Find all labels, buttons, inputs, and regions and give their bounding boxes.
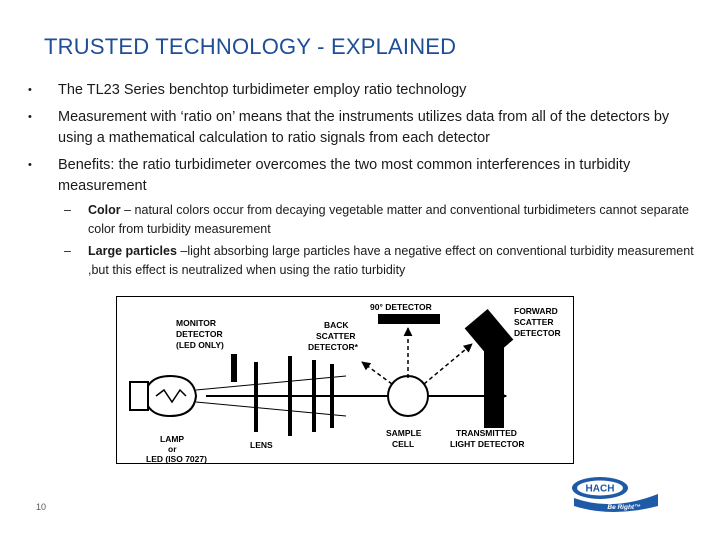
lamp-icon — [130, 376, 196, 416]
label-transmitted-1: TRANSMITTED — [456, 428, 517, 438]
bullet-text: The TL23 Series benchtop turbidimeter employ ratio technology — [58, 82, 467, 98]
label-forward-scatter-1: FORWARD — [514, 306, 558, 316]
label-lamp-3: LED (ISO 7027) — [146, 454, 207, 464]
bullet-text: Measurement with ‘ratio on’ means that the instruments utilizes data from all of the detectors by using a mathematical calculation to ratio signals from each detector — [58, 108, 670, 146]
bullet-list — [28, 80, 698, 203]
sample-cell — [388, 376, 428, 416]
logo-brand: HACH — [585, 483, 615, 495]
transmitted-light-detector — [484, 340, 504, 428]
hach-logo-icon — [562, 472, 662, 520]
sub-bullet-dash: – — [64, 203, 71, 217]
label-lens: LENS — [250, 440, 273, 450]
monitor-detector — [231, 354, 237, 382]
bullet-text: Benefits: the ratio turbidimeter overcomes the two most common interferences in turbidity measurement — [58, 156, 631, 194]
sub-bullet-dash: – — [64, 244, 71, 258]
label-monitor-detector-3: (LED ONLY) — [176, 340, 224, 350]
label-back-scatter-3: DETECTOR* — [308, 342, 358, 352]
ratio-turbidimeter-diagram — [116, 296, 574, 464]
label-transmitted-2: LIGHT DETECTOR — [450, 439, 525, 449]
bullet-dot: • — [28, 110, 32, 123]
sub-bullet-term: Large particles — [88, 244, 177, 258]
logo-tagline: Be Right™ — [607, 504, 641, 511]
slide-title: TRUSTED TECHNOLOGY - EXPLAINED — [44, 34, 457, 59]
sub-bullet-item — [64, 201, 696, 239]
bullet-dot: • — [28, 158, 32, 171]
label-monitor-detector-2: DETECTOR — [176, 329, 223, 339]
label-lamp-2: or — [168, 444, 177, 454]
sub-bullet-list — [64, 201, 696, 283]
bullet-item — [28, 107, 698, 150]
sub-bullet-text: – natural colors occur from decaying vegetable matter and conventional turbidimeters cannot separate color from turbidity measurement — [88, 203, 690, 236]
label-sample-cell-2: CELL — [392, 439, 415, 449]
page-number: 10 — [36, 502, 47, 512]
label-ninety-detector: 90° DETECTOR — [370, 302, 432, 312]
label-monitor-detector-1: MONITOR — [176, 318, 216, 328]
bullet-dot: • — [28, 84, 32, 96]
ninety-degree-detector — [378, 314, 440, 324]
label-back-scatter-2: SCATTER — [316, 331, 356, 341]
label-forward-scatter-3: DETECTOR — [514, 328, 561, 338]
sub-bullet-item — [64, 242, 696, 280]
label-lamp-1: LAMP — [160, 434, 185, 444]
label-forward-scatter-2: SCATTER — [514, 317, 554, 327]
label-back-scatter-1: BACK — [324, 320, 349, 330]
sub-bullet-term: Color — [88, 203, 121, 217]
sub-bullet-text: –light absorbing large particles have a negative effect on conventional turbidity measurement ,but this effect is neutralized when using the ratio turbidity — [88, 244, 694, 277]
label-sample-cell-1: SAMPLE — [386, 428, 422, 438]
bullet-item — [28, 80, 698, 102]
bullet-item — [28, 155, 698, 198]
